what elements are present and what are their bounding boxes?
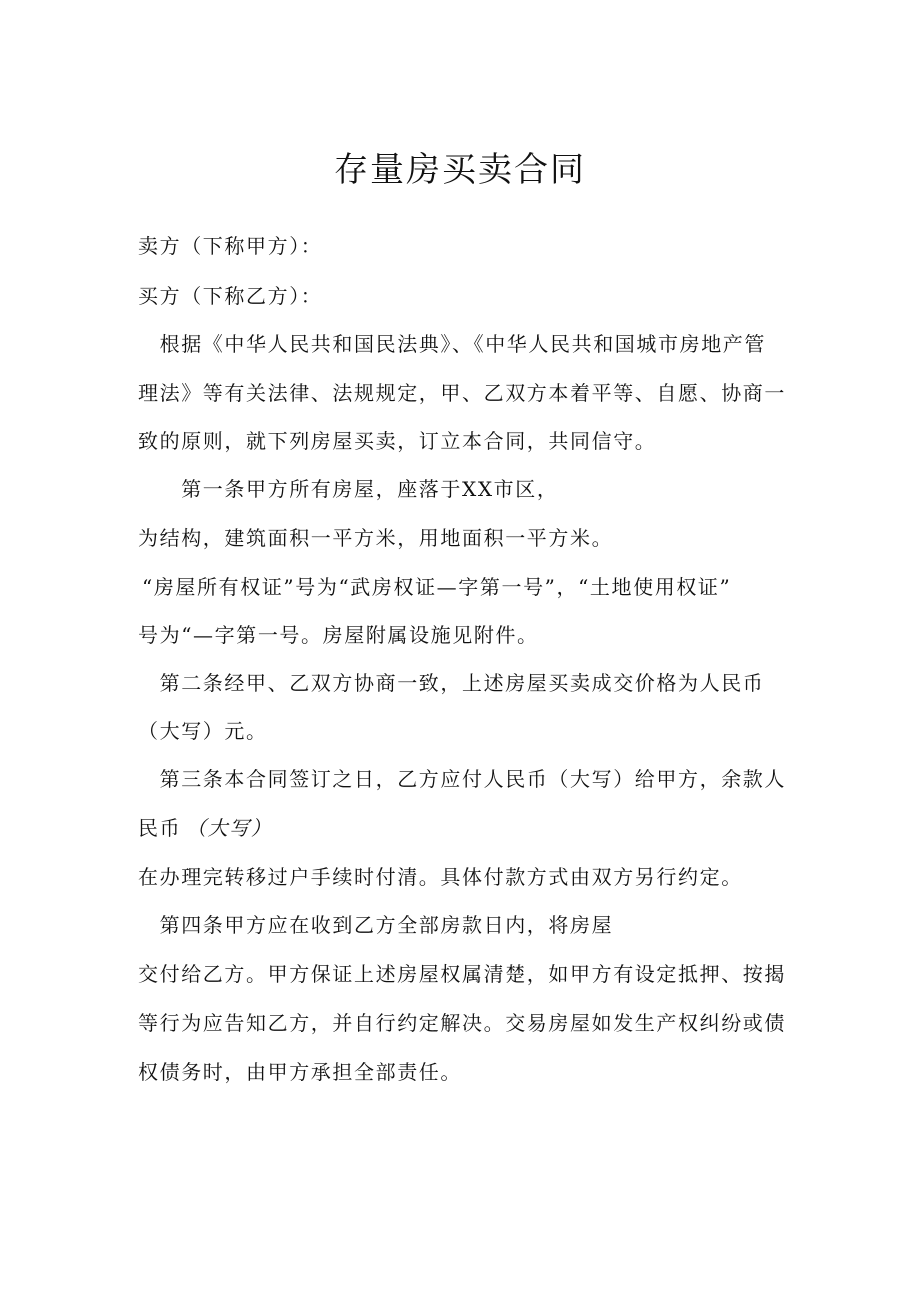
article-4-line-2: 交付给乙方。甲方保证上述房屋权属清楚，如甲方有设定抵押、按揭 <box>138 962 786 986</box>
buyer-line: 买方（下称乙方）： <box>138 284 323 308</box>
article-1-line-4: 号为“—字第一号。房屋附属设施见附件。 <box>138 623 539 647</box>
article-2-line-2: （大写）元。 <box>138 719 268 743</box>
document-title: 存量房买卖合同 <box>334 150 586 190</box>
article-2-line-1: 第二条经甲、乙双方协商一致，上述房屋买卖成交价格为人民币 <box>138 671 765 695</box>
seller-line: 卖方（下称甲方）： <box>138 234 323 258</box>
article-4-line-3: 等行为应告知乙方，并自行约定解决。交易房屋如发生产权纠纷或债 <box>138 1011 786 1035</box>
preamble-line-3: 致的原则，就下列房屋买卖，订立本合同，共同信守。 <box>138 429 657 453</box>
article-4-line-4: 权债务时，由甲方承担全部责任。 <box>138 1060 462 1084</box>
article-1-line-1: 第一条甲方所有房屋，座落于XX市区， <box>138 477 559 501</box>
article-3-line-2-italic: （大写） <box>186 816 273 840</box>
article-1-line-3: “房屋所有权证”号为“武房权证—字第一号”，“土地使用权证” <box>142 575 732 599</box>
article-4-line-1: 第四条甲方应在收到乙方全部房款日内，将房屋 <box>138 913 614 937</box>
article-3-line-3: 在办理完转移过户手续时付清。具体付款方式由双方另行约定。 <box>138 865 743 889</box>
article-3-line-2: 民币 <box>138 816 182 840</box>
preamble-line-1: 根据《中华人民共和国民法典》、《中华人民共和国城市房地产管 <box>138 332 766 356</box>
article-1-line-2: 为结构，建筑面积一平方米，用地面积一平方米。 <box>138 526 614 550</box>
preamble-line-2: 理法》等有关法律、法规规定，甲、乙双方本着平等、自愿、协商一 <box>138 381 786 405</box>
article-3-line-1: 第三条本合同签订之日，乙方应付人民币（大写）给甲方，余款人 <box>138 767 786 791</box>
